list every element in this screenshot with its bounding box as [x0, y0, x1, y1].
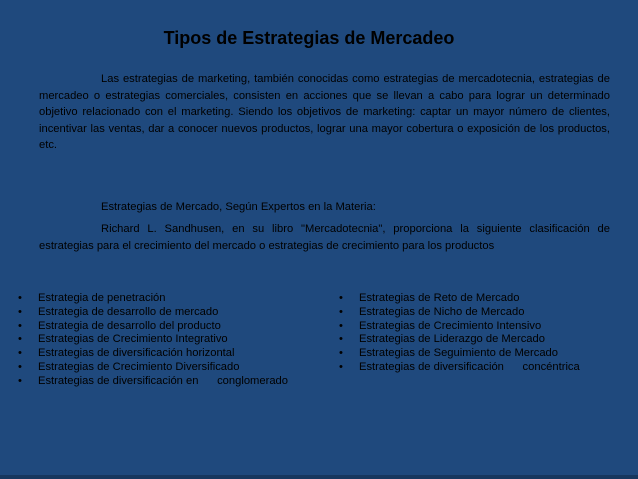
list-item: [339, 333, 614, 347]
bottom-band: [0, 475, 638, 479]
slide-title: Tipos de Estrategias de Mercadeo: [163, 28, 455, 48]
list-item-label: Estrategias de Crecimiento Diversificado: [38, 360, 240, 373]
list-item-label: Estrategias de diversificación concéntrica: [359, 360, 580, 373]
list-item-label: Estrategia de desarrollo del producto: [38, 319, 221, 332]
list-item: [18, 292, 328, 306]
list-item: [18, 306, 328, 320]
list-item: [339, 347, 614, 361]
intro-paragraph: Las estrategias de marketing, también conocidas como estrategias de mercadotecnia, estrategias de mercadeo o estrategias comerciales, consisten en acciones que se llevan a cabo para lograr un determinado objetivo relacionado con el marketing. Siendo los objetivos de marketing: captar un mayor número de clientes, incentivar las ventas, dar a conocer nuevos productos, lograr una mayor cobertura o exposición de los productos, etc.: [39, 73, 610, 151]
right-strategy-list: [339, 292, 614, 375]
list-item: [339, 292, 614, 306]
list-item-label: Estrategias de Liderazgo de Mercado: [359, 333, 545, 346]
bullet-icon: •: [18, 360, 22, 373]
bullet-icon: •: [339, 360, 343, 373]
list-item-label: Estrategias de Nicho de Mercado: [359, 305, 525, 318]
list-item-label: Estrategias de Seguimiento de Mercado: [359, 347, 559, 360]
bullet-icon: •: [18, 319, 22, 332]
list-item-label: Estrategias de diversificación horizontal: [38, 347, 235, 360]
bullet-icon: •: [18, 333, 22, 346]
bullet-icon: •: [18, 305, 22, 318]
bullet-icon: •: [339, 292, 343, 304]
list-item: [339, 320, 614, 334]
list-item: [18, 375, 328, 389]
bullet-icon: •: [18, 347, 22, 360]
bullet-icon: •: [18, 374, 22, 387]
bullet-icon: •: [339, 305, 343, 318]
bullet-icon: •: [339, 347, 343, 360]
list-item: [18, 347, 328, 361]
bullet-icon: •: [18, 292, 22, 304]
list-item: [339, 361, 614, 375]
list-item: [18, 320, 328, 334]
bullet-icon: •: [339, 319, 343, 332]
list-item-label: Estrategias de Reto de Mercado: [359, 292, 520, 304]
list-item-label: Estrategias de Crecimiento Intensivo: [359, 319, 542, 332]
list-item-label: Estrategias de diversificación en conglomerado: [38, 374, 288, 387]
list-item: [18, 333, 328, 347]
list-item-label: Estrategias de Crecimiento Integrativo: [38, 333, 228, 346]
list-item: [339, 306, 614, 320]
bullet-icon: •: [339, 333, 343, 346]
sandhusen-paragraph: Richard L. Sandhusen, en su libro "Mercadotecnia", proporciona la siguiente clasificación de estrategias para el crecimiento del mercado o estrategias de crecimiento para los productos: [39, 223, 610, 252]
list-item-label: Estrategia de penetración: [38, 292, 166, 304]
list-item-label: Estrategia de desarrollo de mercado: [38, 305, 219, 318]
list-item: [18, 361, 328, 375]
subheading-paragraph: Estrategias de Mercado, Según Expertos en la Materia:: [101, 201, 376, 213]
left-strategy-list: [18, 292, 328, 389]
